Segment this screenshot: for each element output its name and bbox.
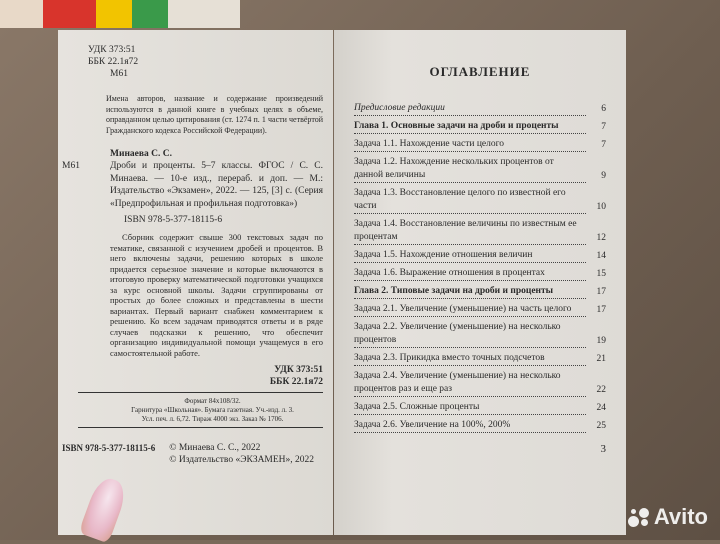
toc-entry-title: Задача 2.2. Увеличение (уменьшение) на несколько процентов (354, 321, 586, 348)
toc-entry-page: 12 (596, 233, 606, 243)
m61: М61 (110, 69, 128, 79)
imprint-typeface: Гарнитура «Школьная». Бумага газетная. Уч.-изд. л. 3. (131, 406, 294, 414)
toc-entry-page: 19 (596, 336, 606, 346)
table-of-contents (354, 102, 606, 437)
imprint-format: Формат 84x108/32. (184, 397, 241, 405)
toc-entry-page: 14 (596, 251, 606, 261)
toc-entry (354, 285, 606, 299)
toc-title: ОГЛАВЛЕНИЕ (429, 64, 531, 79)
toc-entry (354, 352, 606, 366)
copyright-notice: Имена авторов, название и содержание произведений используются в данной книге в учебных целях в объеме, оправданном целью цитирования (ст. 1274 п. 1 части четвёртой Гражданского кодекса Российской Федерации). (106, 94, 323, 135)
toc-entry-title: Задача 2.6. Увеличение на 100%, 200% (354, 419, 586, 433)
toc-entry (354, 102, 606, 116)
toc-entry-title: Глава 1. Основные задачи на дроби и проценты (354, 120, 586, 134)
toc-entry-title: Предисловие редакции (354, 102, 586, 116)
toc-entry-page: 15 (596, 269, 606, 279)
toc-entry-title: Задача 2.4. Увеличение (уменьшение) на несколько процентов раз и еще раз (354, 370, 586, 397)
toc-entry-page: 17 (596, 287, 606, 297)
avito-logo-icon (628, 506, 650, 528)
toc-entry-title: Задача 1.1. Нахождение части целого (354, 138, 586, 152)
toc-entry-title: Задача 2.5. Сложные проценты (354, 401, 586, 415)
toc-entry-title: Задача 1.6. Выражение отношения в процентах (354, 267, 586, 281)
toc-entry (354, 419, 606, 433)
divider (78, 392, 323, 393)
toc-entry-title: Задача 1.3. Восстановление целого по известной его части (354, 187, 586, 214)
toc-entry-page: 7 (601, 140, 606, 150)
m61-side: М61 (62, 161, 80, 171)
udk: УДК 373:51 (88, 45, 136, 55)
colored-books (0, 0, 240, 28)
toc-entry-page: 17 (596, 305, 606, 315)
toc-entry (354, 120, 606, 134)
toc-entry (354, 156, 606, 183)
right-page (334, 30, 626, 535)
toc-entry-page: 7 (601, 122, 606, 132)
toc-entry (354, 321, 606, 348)
copyright-author: © Минаева С. С., 2022 (169, 443, 261, 453)
isbn-bottom: ISBN 978-5-377-18115-6 (62, 443, 156, 453)
toc-entry-title: Задача 2.3. Прикидка вместо точных подсчетов (354, 352, 586, 366)
toc-entry-title: Задача 1.5. Нахождение отношения величин (354, 249, 586, 263)
divider (78, 427, 323, 428)
toc-entry-page: 25 (596, 421, 606, 431)
toc-entry (354, 249, 606, 263)
toc-entry (354, 303, 606, 317)
author: Минаева С. С. (110, 149, 172, 159)
toc-entry-title: Глава 2. Типовые задачи на дроби и проценты (354, 285, 586, 299)
avito-text: Avito (653, 504, 708, 529)
toc-entry (354, 187, 606, 214)
bbk: ББК 22.1я72 (88, 57, 139, 67)
toc-entry (354, 401, 606, 415)
toc-entry-title: Задача 2.1. Увеличение (уменьшение) на часть целого (354, 303, 586, 317)
toc-entry-page: 6 (601, 104, 606, 114)
imprint-print: Усл. печ. л. 6,72. Тираж 4000 экз. Заказ № 1706. (141, 415, 284, 423)
copyright-publisher: © Издательство «ЭКЗАМЕН», 2022 (169, 455, 315, 465)
bibliographic-record: Дроби и проценты. 5–7 классы. ФГОС / С. С. Минаева. — 10-е изд., перераб. и доп. — М.: Издательство «Экзамен», 2022. — 125, [3] с. (Серия «Предпрофильная и профильная подготовка») (110, 161, 323, 209)
toc-entry-title: Задача 1.2. Нахождение нескольких процентов от данной величины (354, 156, 586, 183)
isbn: ISBN 978-5-377-18115-6 (124, 215, 223, 225)
page-number: 3 (600, 443, 606, 455)
annotation: Сборник содержит свыше 300 текстовых задач по тематике, связанной с изучением дробей и процентов. В него включены задачи, решению которых в школе придается серьезное значение и которые включаются в итоговую проверку математической подготовки учащихся за курс основной школы. Задачи сгруппированы от простых до более сложных и представлены в шести вариантах. Первый вариант снабжен комментарием к решению. Ко всем задачам приводятся ответы и в ряде случаев подсказки к решению, что обеспечит организацию индивидуальной помощи учащемуся в его самостоятельной работе. (110, 232, 323, 358)
toc-entry (354, 218, 606, 245)
toc-entry (354, 138, 606, 152)
bbk-bottom: ББК 22.1я72 (269, 377, 323, 387)
toc-entry-page: 22 (596, 385, 606, 395)
toc-entry-page: 21 (596, 354, 606, 364)
toc-entry-page: 9 (601, 171, 606, 181)
toc-entry (354, 370, 606, 397)
avito-watermark (628, 504, 708, 530)
toc-entry-page: 24 (596, 403, 606, 413)
toc-entry-page: 10 (596, 202, 606, 212)
toc-entry-title: Задача 1.4. Восстановление величины по известным ее процентам (354, 218, 586, 245)
udk-bottom: УДК 373:51 (274, 365, 323, 375)
toc-entry (354, 267, 606, 281)
left-page (58, 30, 333, 535)
